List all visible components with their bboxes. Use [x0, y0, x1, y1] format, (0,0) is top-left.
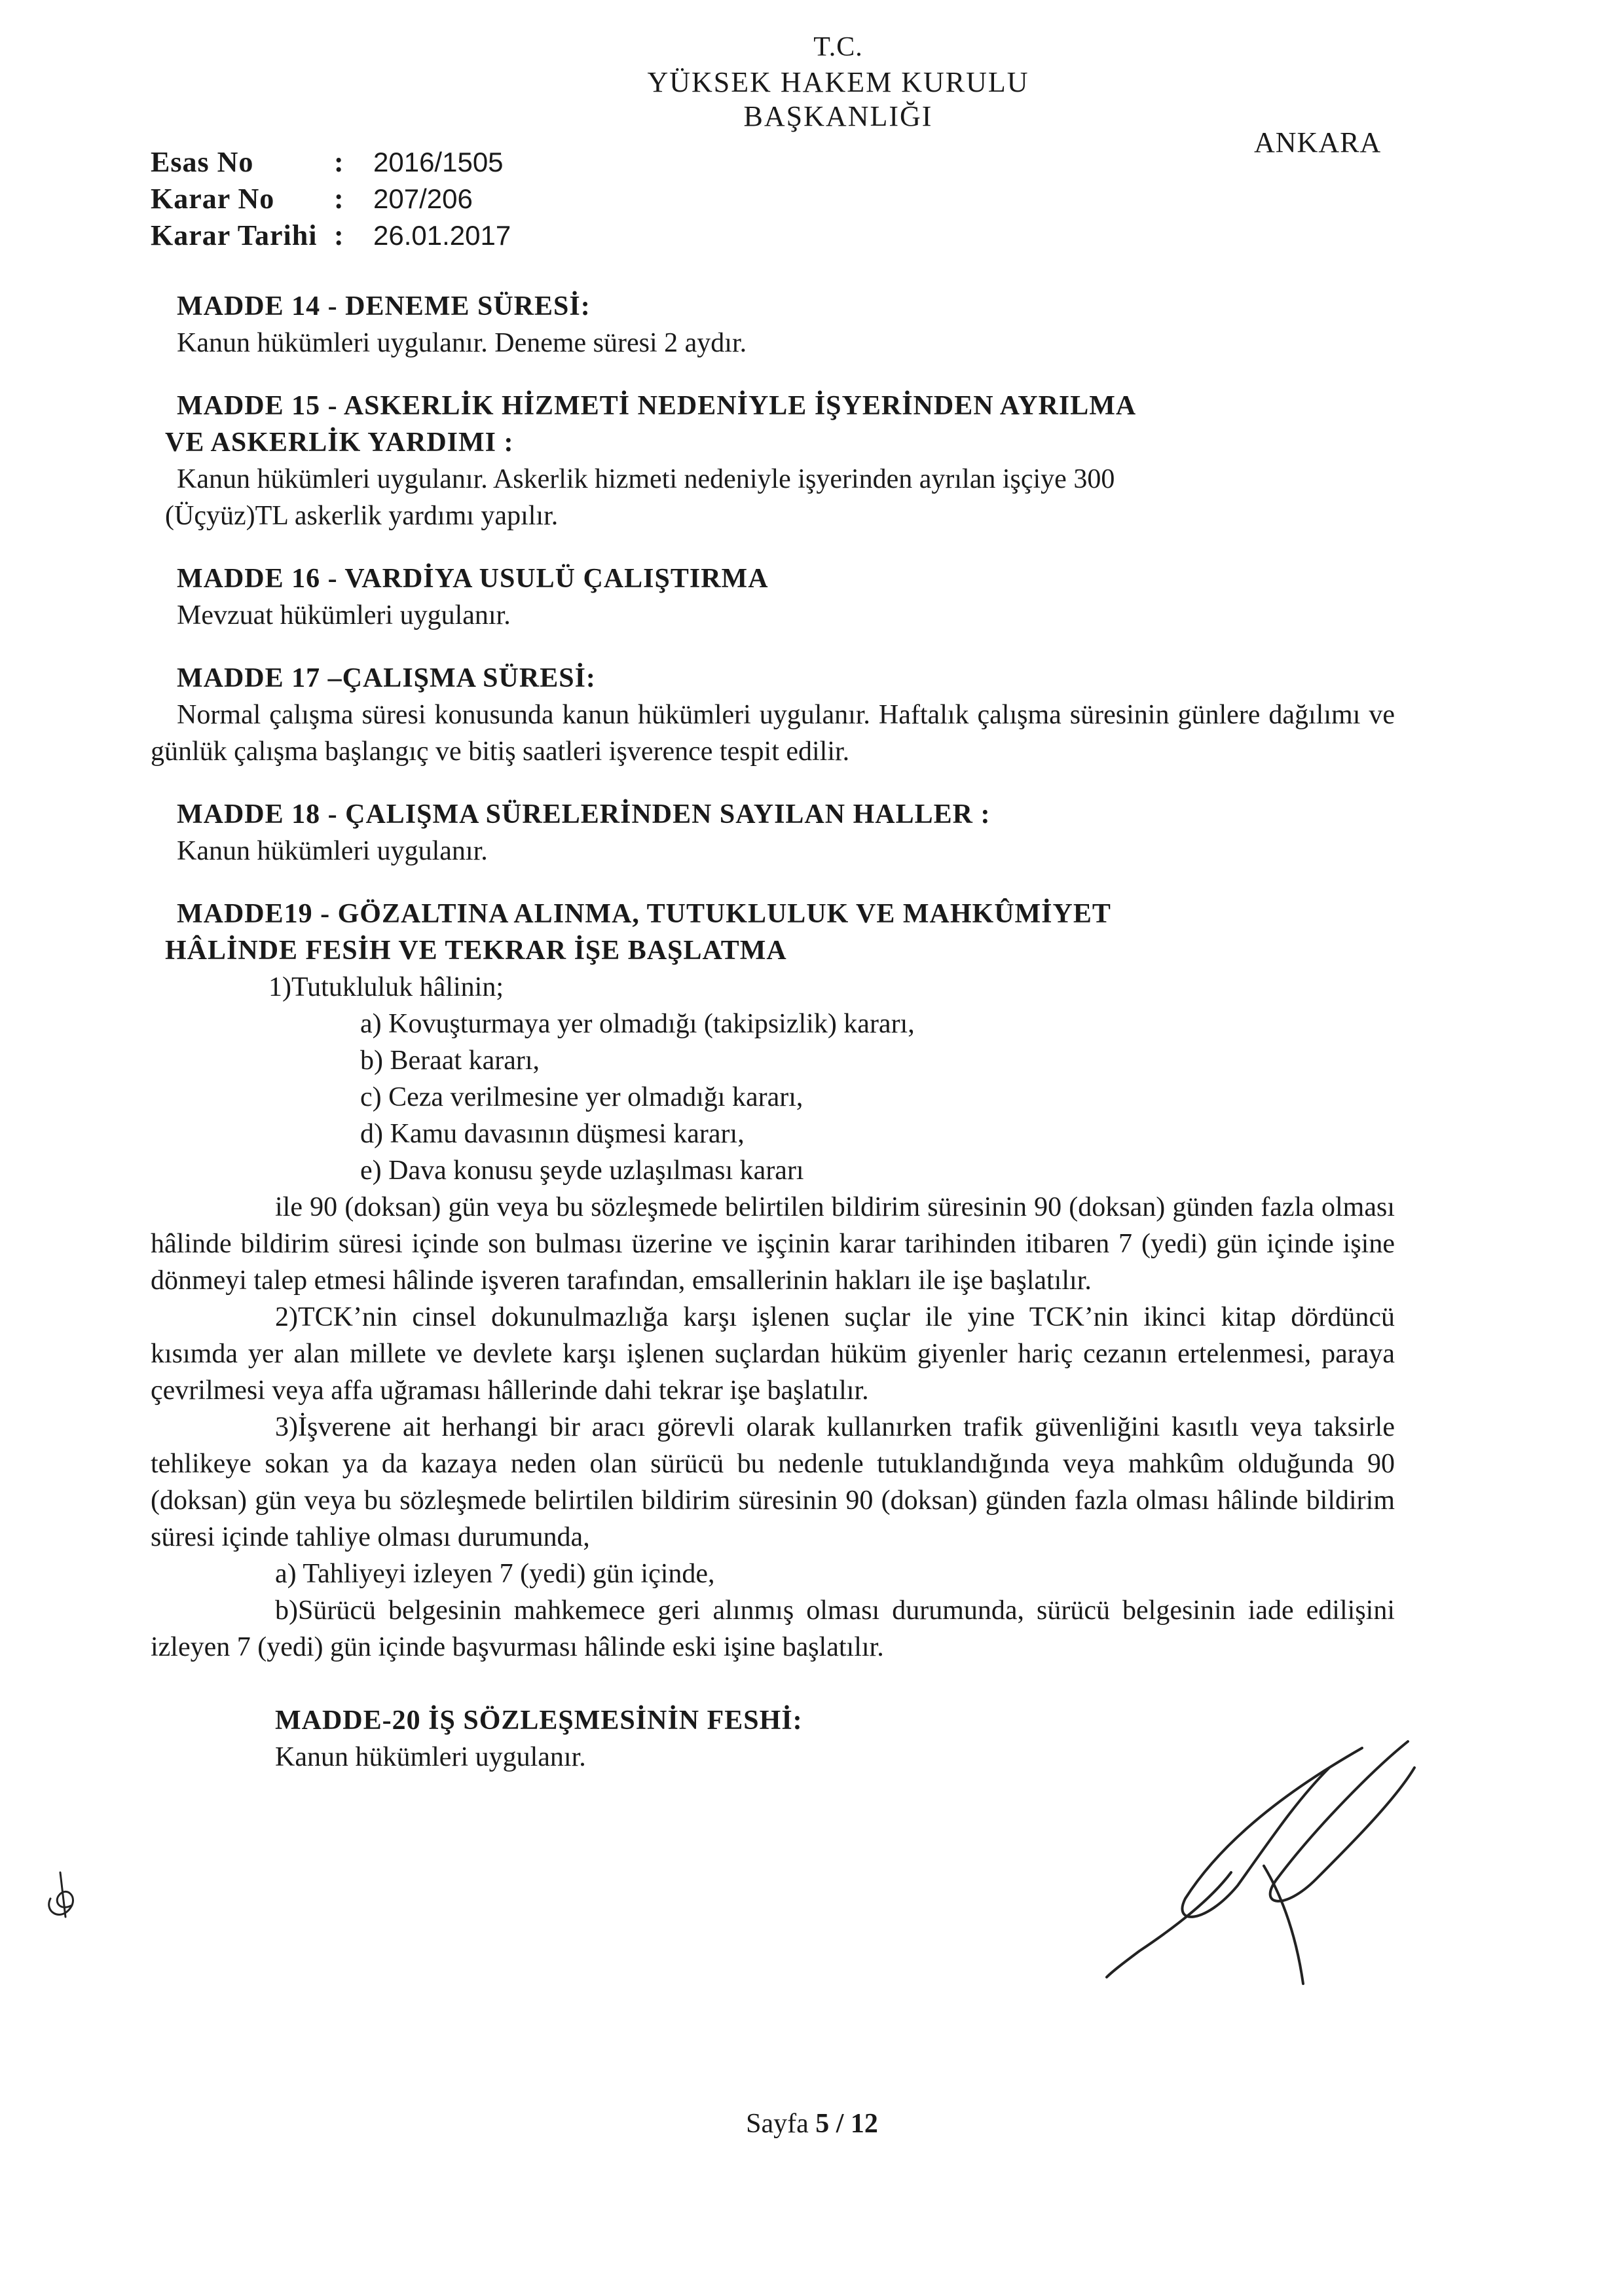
case-metadata: [151, 145, 511, 255]
article-15-title-line2: VE ASKERLİK YARDIMI :: [165, 428, 514, 458]
article-19: [151, 896, 1395, 1666]
article-19-list: [177, 1006, 1395, 1189]
tarih-value: 26.01.2017: [373, 220, 511, 251]
esas-label: Esas No: [151, 146, 254, 178]
article-15-text-line2: (Üçyüz)TL askerlik yardımı yapılır.: [165, 501, 559, 531]
article-15-title: [165, 388, 1395, 461]
article-19-item-b: b) Beraat kararı,: [360, 1046, 540, 1076]
karar-colon: :: [334, 183, 344, 215]
tarih-label: Karar Tarihi: [151, 219, 318, 251]
header-country: T.C.: [813, 32, 863, 62]
article-19-p3-b: b)Sürücü belgesinin mahkemece geri alınmış olması durumunda, sürücü belgesinin iade edilişini izleyen 7 (yedi) gün içinde başvurması hâlinde eski işine başlatılır.: [151, 1595, 1395, 1662]
document-body: [151, 288, 1395, 1802]
article-19-p3-text: 3)İşverene ait herhangi bir aracı görevli olarak kullanırken trafik güvenliğini kasıtlı veya taksirle tehlikeye sokan ya da kazaya neden olan sürücü bu nedenle tutuklandığında veya mahkûm olduğunda 90 (doksan) gün veya bu sözleşmede belirtilen bildirim süresinin 90 (doksan) günden fazla olması hâlinde bildirim süresi içinde tahliye olması durumunda,: [151, 1412, 1395, 1552]
article-16-text: Mevzuat hükümleri uygulanır.: [177, 600, 511, 630]
article-19-item-c: c) Ceza verilmesine yer olmadığı kararı,: [360, 1082, 803, 1112]
page-current: 5: [815, 2109, 830, 2139]
header-city: ANKARA: [1254, 126, 1382, 158]
karar-value: 207/206: [373, 183, 473, 214]
article-19-item-a: a) Kovuşturmaya yer olmadığı (takipsizlik) kararı,: [360, 1009, 915, 1039]
tarih-row: [151, 219, 511, 255]
esas-row: [151, 145, 511, 182]
article-18: [177, 796, 1395, 869]
article-19-p1-intro: 1)Tutukluluk hâlinin;: [268, 972, 504, 1002]
article-20-title: MADDE-20 İŞ SÖZLEŞMESİNİN FESHİ:: [275, 1705, 803, 1736]
article-17-title: MADDE 17 –ÇALIŞMA SÜRESİ:: [177, 663, 596, 693]
page-footer: [0, 2108, 1624, 2140]
karar-label: Karar No: [151, 183, 275, 215]
esas-colon: :: [334, 146, 344, 178]
article-19-p1-text: ile 90 (doksan) gün veya bu sözleşmede belirtilen bildirim süresinin 90 (doksan) günden fazla olması hâlinde bildirim süresi içinde son bulması üzerine ve işçinin karar tarihinden itibaren 7 (yedi) gün içinde işine dönmeyi talep etmesi hâlinde işveren tarafından, emsallerinin hakları ile işe başlatılır.: [151, 1192, 1395, 1296]
article-19-item-e: e) Dava konusu şeyde uzlaşılması kararı: [360, 1156, 804, 1186]
article-19-item-d: d) Kamu davasının düşmesi kararı,: [360, 1119, 745, 1149]
article-16-title: MADDE 16 - VARDİYA USULÜ ÇALIŞTIRMA: [177, 564, 769, 594]
page-total: 12: [850, 2109, 878, 2139]
karar-row: [151, 182, 511, 219]
article-18-text: Kanun hükümleri uygulanır.: [177, 836, 488, 866]
initial-mark: [41, 1866, 86, 1925]
article-14-text: Kanun hükümleri uygulanır. Deneme süresi 2 aydır.: [177, 328, 747, 358]
article-18-title: MADDE 18 - ÇALIŞMA SÜRELERİNDEN SAYILAN HALLER :: [177, 799, 991, 829]
article-17: [151, 660, 1395, 770]
article-14-title: MADDE 14 - DENEME SÜRESİ:: [177, 291, 591, 321]
article-19-p2-text: 2)TCK’nin cinsel dokunulmazlığa karşı işlenen suçlar ile yine TCK’nin ikinci kitap dördüncü kısımda yer alan millete ve devlete karşı işlenen suçlardan hüküm giyenler hariç cezanın ertelenmesi, paraya çevrilmesi veya affa uğraması hâllerinde dahi tekrar işe başlatılır.: [151, 1302, 1395, 1406]
article-15: [165, 388, 1395, 534]
header-department: BAŞKANLIĞI: [743, 100, 933, 132]
article-19-p3-a: a) Tahliyeyi izleyen 7 (yedi) gün içinde,: [275, 1559, 715, 1589]
article-17-text: Normal çalışma süresi konusunda kanun hükümleri uygulanır. Haftalık çalışma süresinin günlere dağılımı ve günlük çalışma başlangıç ve bitiş saatleri işverence tespit edilir.: [151, 700, 1395, 767]
signature-mark: [1100, 1728, 1441, 2003]
article-14: [177, 288, 1395, 361]
article-16: [177, 560, 1395, 634]
page-label: Sayfa: [746, 2109, 809, 2139]
article-19-title: [165, 896, 1395, 969]
article-20-text: Kanun hükümleri uygulanır.: [275, 1742, 586, 1772]
esas-value: 2016/1505: [373, 147, 504, 177]
tarih-colon: :: [334, 219, 344, 251]
header-organization: YÜKSEK HAKEM KURULU: [647, 66, 1029, 98]
article-19-title-line2: HÂLİNDE FESİH VE TEKRAR İŞE BAŞLATMA: [165, 936, 787, 966]
page-separator: /: [836, 2109, 844, 2139]
article-15-text-line1: Kanun hükümleri uygulanır. Askerlik hizmeti nedeniyle işyerinden ayrılan işçiye 300: [177, 464, 1115, 494]
article-15-title-line1: MADDE 15 - ASKERLİK HİZMETİ NEDENİYLE İŞYERİNDEN AYRILMA: [177, 391, 1137, 421]
article-19-title-line1: MADDE19 - GÖZALTINA ALINMA, TUTUKLULUK VE MAHKÛMİYET: [177, 899, 1111, 929]
